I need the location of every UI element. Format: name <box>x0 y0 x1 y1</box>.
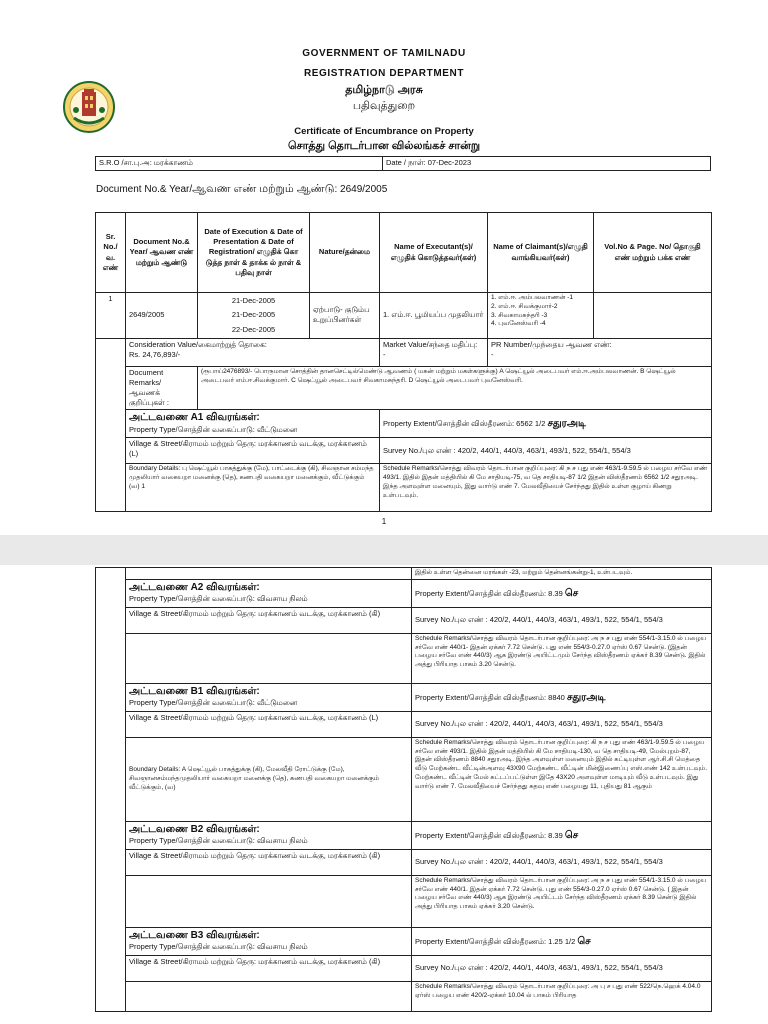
schedule-type: Property Type/சொத்தின் வகைப்பாடு: விவசாய நிலம் <box>129 836 308 846</box>
page-separator <box>0 535 768 565</box>
schedule-remarks: Schedule Remarks/சொத்து விவரம் தொடர்பான குறிப்புரை: கி ந ச புது எண் 463/1-9.59.5 ல் பழைய சர்வே எண் 493/1. இதில் இதன் மத்தியில் கி மே சாதியடி-130, வ தெ சாதியடி-49, மேல்புறம்-87, இதன் விஸ்தீரணம் 8840 சதுரஅடி. இந்த அளவுள்ள மனையும் இதில் கட்டியுள்ள ஆர்.சி.சி மெத்தை வீடு மேற்கண்ட வீட்டின்அளவு 43X90 மேற்கண்ட வீட்டின் மின்இணைப்பு எஸ்.எண் 142 உள்படவும். மேற்கண்ட வீட்டின் மேல் கட்டப்பட்டுள்ள இதே 43X20 அளவுள்ள மாடியும் வீடு உள்படவும். இது வார்டு எண் 7. மேலவீதியைச் சேர்ந்தது கதவு எண் பழையது 11, புதியது 81 ஆகும் <box>412 737 712 821</box>
schedule-row <box>96 981 712 1011</box>
remarks-value: (ரூபாய்2476893/- பொருமான சொத்தின் தானசெட்டில்மெண்டு ஆவணம் ( மகன் மற்றும் மகள்களுக்கு) A ஷெட்யூல் அடைபவர் எம்.ஈ.அம்பலவாணன். B ஷெட்யூல் அடைபவர் எம்.ஈ.சிவக்குமார். C ஷெட்யூல் அடைபவர் சிவகாமசுந்தரி. D ஷெட்யூல் அடைபவர் புவனேஸ்வரி. <box>198 366 712 410</box>
gov-title-tamil: தமிழ்நாடு அரசு <box>345 84 423 96</box>
schedule-extent: Property Extent/சொத்தின் விஸ்தீரணம்: 8.39 செ <box>412 579 712 607</box>
encumbrance-table-continued <box>95 567 712 1012</box>
schedule-type: Property Type/சொத்தின் வகைப்பாடு: விவசாய நிலம் <box>129 594 308 604</box>
col-sr: Sr. No./ வ. எண் <box>96 213 126 293</box>
schedule-extent: Property Extent/சொத்தின் விஸ்தீரணம்: 1.25 1/2 செ <box>412 927 712 955</box>
market-cell: Market Value/சந்தை மதிப்பு: - <box>380 338 488 366</box>
doc-value: : 2649/2005 <box>334 184 388 195</box>
col-executant: Name of Executant(s)/ எழுதிக் கொடுத்தவர்(கள்) <box>380 213 488 293</box>
schedule-row <box>96 683 712 711</box>
schedule-remarks: Schedule Remarks/சொத்து விவரம் தொடர்பான குறிப்புரை: அ ந ச புது எண் 554/1-3.15.0 ல் பழைய சர்வே எண் 440/1. இதன் ஏக்கர் 7.72 சென்டு. புது எண் 554/3-0.27.0 ஏர்ஸ் 0.67 சென்டு. ( இதன் பழைய சர்வே எண் 440/3) ஆக இரண்டு அயிட்டம் சேர்ந்த விஸ்தீரணம் ஏக்கர் 8.39 சென்டு இதில் அத்து பிரியாத பாகம் ஏக்கர் 3.20 சென்டு. <box>412 875 712 927</box>
table-row <box>96 293 712 339</box>
schedule-row <box>96 737 712 821</box>
schedule-survey: Survey No./புல எண் : 420/2, 440/1, 440/3, 463/1, 493/1, 522, 554/1, 554/3 <box>412 607 712 633</box>
schedule-survey: Survey No./புல எண் : 420/2, 440/1, 440/3, 463/1, 493/1, 522, 554/1, 554/3 <box>412 955 712 981</box>
table-row <box>96 568 712 580</box>
schedule-row <box>96 464 712 512</box>
schedule-survey: Survey No./புல எண் : 420/2, 440/1, 440/3, 463/1, 493/1, 522, 554/1, 554/3 <box>412 849 712 875</box>
schedule-type: Property Type/சொத்தின் வகைப்பாடு: வீட்டுமனை <box>129 424 298 434</box>
certificate-title-tamil: சொத்து தொடர்பான வில்லங்கச் சான்று <box>287 140 481 152</box>
schedule-row <box>96 849 712 875</box>
schedule-title: அட்டவணை A1 விவரங்கள்: <box>129 412 260 424</box>
continuation-text: இதில் உள்ள தென்னை மரங்கள் -23, மற்றும் தென்னங்கன்று-1, உள்படவும். <box>412 568 712 580</box>
schedule-row <box>96 927 712 955</box>
col-doc: Document No.& Year/ ஆவண எண் மற்றும் ஆண்டு <box>126 213 198 293</box>
schedule-row <box>96 955 712 981</box>
col-dates: Date of Execution & Date of Presentation & Date of Registration/ எழுதிக் கொ டுத்த நாள் & தாக்க ல் நாள் & பதிவு நாள் <box>198 213 310 293</box>
encumbrance-table <box>95 212 712 512</box>
schedule-remarks: Schedule Remarks/சொத்து விவரம் தொடர்பான குறிப்புரை: கி ந ச புது எண் 463/1-9.59.5 ல் பழைய சர்வே எண் 493/1. இதில் இதன் மத்தியில் கி மே சாதியடி-75, வ தெ சாதியடி-87 1/2 இதன் விஸ்தீரணம் 6562 1/2 சதுரஅடி. இந்த அளவுள்ள மனையும், இது வார்டு எண் 7. மேலவீதியைச் சேர்ந்தது இதில் உள்ள குழாய் கிணறு உள்படவும். <box>380 464 712 512</box>
entry-nature: ஏற்பாடு- குடும்ப உறுப்பினர்கள் <box>310 293 380 339</box>
doc-label-tamil: ஆவண எண் மற்றும் ஆண்டு <box>192 183 335 195</box>
schedule-village: Village & Street/கிராமம் மற்றும் தெரு: மரக்காணம் வடக்கு, மரக்காணம் (கி) <box>126 607 412 633</box>
schedule-row <box>96 633 712 683</box>
sro-row <box>95 156 711 171</box>
table-header <box>96 213 712 293</box>
schedule-title: அட்டவணை B2 விவரங்கள்: <box>129 823 260 835</box>
schedule-survey: Survey No./புல எண் : 420/2, 440/1, 440/3, 463/1, 493/1, 522, 554/1, 554/3 <box>380 438 712 464</box>
certificate-title: Certificate of Encumbrance on Property <box>294 126 474 137</box>
schedule-extent: Property Extent/சொத்தின் விஸ்தீரணம்: 6562 1/2 சதுரஅடி <box>380 410 712 438</box>
entry-dates: 21-Dec-2005 21-Dec-2005 22-Dec-2005 <box>198 293 310 339</box>
consideration-cell: Consideration Value/கைமாற்றுத் தொகை: Rs. 24,76,893/- <box>126 338 380 366</box>
table-row <box>96 366 712 410</box>
entry-doc: 2649/2005 <box>126 293 198 339</box>
document-number-line <box>96 183 387 197</box>
table-row <box>96 338 712 366</box>
schedule-row <box>96 579 712 607</box>
schedule-row <box>96 711 712 737</box>
entry-executant: 1. எம்.ஈ. பூமியப்ப முதலியார் <box>380 293 488 339</box>
schedule-title: அட்டவணை B1 விவரங்கள்: <box>129 685 260 697</box>
dept-title: REGISTRATION DEPARTMENT <box>303 68 465 79</box>
schedule-remarks: Schedule Remarks/சொத்து விவரம் தொடர்பான குறிப்புரை: அ ந ச புது எண் 554/1-3.15.0 ல் பழைய சர்வே எண் 440/1- இதன் ஏக்கர் 7.72 சென்டு. புது எண் 554/3-0.27.0 ஏர்ஸ் 0.67 சென்டு. (இதன் பழைய சர்வே எண் 440/3) ஆக இரண்டு அயிட்டமும் சேர்ந்த விஸ்தீரணம் ஏக்கர் 8.39 சென்டு. இதில் அத்து பிரியாத பாகம் 3.20 சென்டு. <box>412 633 712 683</box>
schedule-boundary: Boundary Details: பு ஷெட்யூல் பாகத்துக்கு (மே), பாட்டைக்கு (கி), சிவஞான சம்மந்த முதலியார் வகையறா மனைக்கு (தெ), கணபதி வகையறா மனைக்கும், வீட்டுக்கும் (வ) 1 <box>126 464 380 512</box>
col-claimant: Name of Claimant(s)/எழுதி வாங்கியவர்(கள்) <box>488 213 594 293</box>
remarks-label: Document Remarks/ ஆவணக் குறிப்புகள் : <box>126 366 198 410</box>
col-vol: Vol.No & Page. No/ தொகுதி எண் மற்றும் பக்க எண் <box>594 213 712 293</box>
schedule-village: Village & Street/கிராமம் மற்றும் தெரு: மரக்காணம் வடக்கு, மரக்காணம் (கி) <box>126 955 412 981</box>
schedule-village: Village & Street/கிராமம் மற்றும் தெரு: மரக்காணம் வடக்கு, மரக்காணம் (L) <box>126 711 412 737</box>
schedule-title: அட்டவணை B3 விவரங்கள்: <box>129 929 260 941</box>
schedule-row <box>96 607 712 633</box>
schedule-row <box>96 438 712 464</box>
schedule-village: Village & Street/கிராமம் மற்றும் தெரு: மரக்காணம் வடக்கு, மரக்காணம் (L) <box>126 438 380 464</box>
doc-label: Document No.& Year/ <box>96 184 193 195</box>
page-number: 1 <box>381 517 387 526</box>
dept-title-tamil: பதிவுத்துறை <box>352 100 416 112</box>
entry-claimants: 1. எம்.ஈ. அம்பலவாணன் -1 2. எம்.ஈ. சிவக்குமார்-2 3. சிவகாமசுந்தரி -3 4. புவனேஸ்வரி -4 <box>488 293 594 339</box>
schedule-type: Property Type/சொத்தின் வகைப்பாடு: வீட்டுமனை <box>129 698 298 708</box>
schedule-extent: Property Extent/சொத்தின் விஸ்தீரணம்: 8.39 செ <box>412 821 712 849</box>
schedule-title: அட்டவணை A2 விவரங்கள்: <box>129 581 260 593</box>
schedule-row <box>96 875 712 927</box>
schedule-type: Property Type/சொத்தின் வகைப்பாடு: விவசாய நிலம் <box>129 942 308 952</box>
schedule-row <box>96 410 712 438</box>
schedule-boundary: Boundary Details: A ஷெட்யூல் பாகத்துக்கு (கி), மேலவீதி ரோட்டுக்கு (மே), சிவஞானசம்மந்தமுதலியார் வகையறா மனைக்கு (தெ), கணபதி வகையறா மனைக்கும் வீட்டுக்கும், (வ) <box>126 737 412 821</box>
schedule-row <box>96 821 712 849</box>
certificate-date: Date / நாள்: 07-Dec-2023 <box>383 157 711 171</box>
pr-cell: PR Number/முந்தைய ஆவண எண்: - <box>488 338 712 366</box>
schedule-village: Village & Street/கிராமம் மற்றும் தெரு: மரக்காணம் வடக்கு, மரக்காணம் (கி) <box>126 849 412 875</box>
col-nature: Nature/தன்மை <box>310 213 380 293</box>
schedule-remarks: Schedule Remarks/சொத்து விவரம் தொடர்பான குறிப்புரை: அ பு ச புது எண் 522/நெ.ஹெக் 4.04.0 ஏர்ஸ் பழைய எண் 420/2-ஏக்கர் 10.04 ல் பாகம் பிரியாத <box>412 981 712 1011</box>
schedule-extent: Property Extent/சொத்தின் விஸ்தீரணம்: 8840 சதுரஅடி <box>412 683 712 711</box>
sro-name: S.R.O /சா.பு.அ: மரக்காணம் <box>96 157 383 171</box>
schedule-survey: Survey No./புல எண் : 420/2, 440/1, 440/3, 463/1, 493/1, 522, 554/1, 554/3 <box>412 711 712 737</box>
gov-title: GOVERNMENT OF TAMILNADU <box>302 48 466 59</box>
entry-sr: 1 <box>96 293 126 339</box>
entry-vol <box>594 293 712 339</box>
